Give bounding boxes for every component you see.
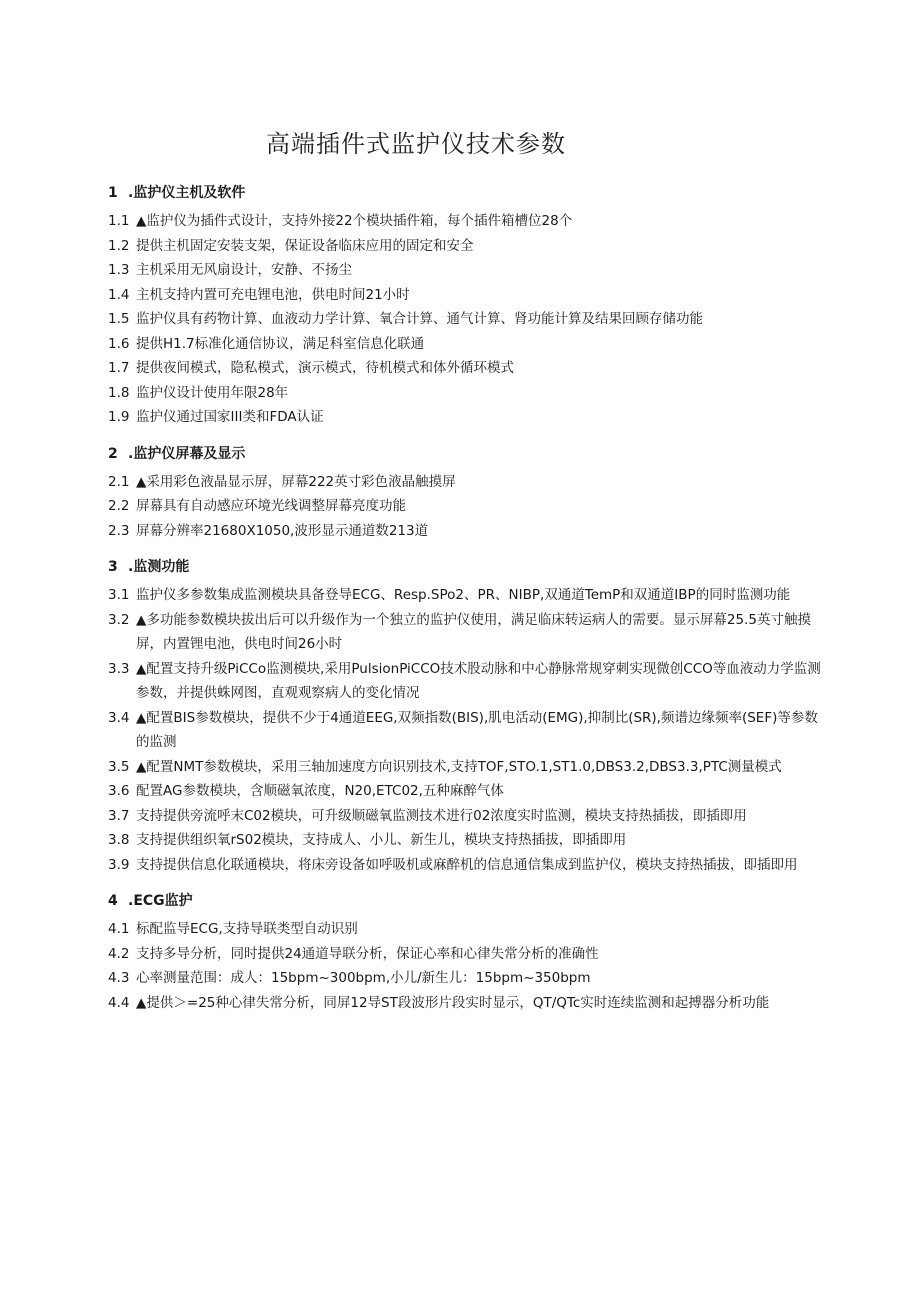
item-text: 支持提供旁流呼末C02模块，可升级顺磁氧监测技术进行02浓度实时监测，模块支持热插拔，即插即用 [136, 807, 747, 824]
item-text: ▲配置BIS参数模块，提供不少于4通道EEG,双频指数(BIS),肌电活动(EMG),抑制比(SR),频谱边缘频率(SEF)等参数的监测 [136, 709, 818, 750]
item-text: 监护仪通过国家III类和FDA认证 [136, 409, 324, 425]
list-item [108, 917, 828, 942]
item-text: 标配监导ECG,支持导联类型自动识别 [136, 921, 358, 937]
list-item [108, 828, 828, 853]
list-item [108, 494, 828, 519]
item-number: 1.2 [108, 237, 130, 254]
section-heading [108, 555, 828, 579]
list-item [108, 608, 828, 657]
item-number: 4.2 [108, 945, 130, 962]
section-title: .监护仪屏幕及显示 [128, 445, 246, 462]
item-text: 主机采用无风扇设计，安静、不扬尘 [136, 262, 352, 278]
item-text: 监护仪设计使用年限28年 [136, 384, 289, 401]
section-title: .监护仪主机及软件 [128, 185, 246, 201]
document-title: 高端插件式监护仪技术参数 [266, 130, 566, 158]
list-item [108, 209, 828, 234]
item-number: 4.1 [108, 921, 130, 937]
list-item [108, 405, 828, 430]
item-number: 4.4 [108, 994, 130, 1011]
list-item [108, 470, 828, 495]
item-number: 3.4 [108, 709, 130, 726]
item-text: 屏幕分辨率21680X1050,波形显示通道数213道 [136, 522, 429, 539]
item-number: 1.3 [108, 262, 130, 278]
item-text: 支持提供信息化联通模块，将床旁设备如呼吸机或麻醉机的信息通信集成到监护仪，模块支持热插拔，即插即用 [136, 856, 798, 873]
list-item [108, 234, 828, 259]
section-heading [108, 181, 828, 205]
list-item [108, 283, 828, 308]
item-number: 1.5 [108, 311, 130, 327]
item-number: 2.3 [108, 522, 130, 539]
item-text: ▲采用彩色液晶显示屏，屏幕222英寸彩色液晶触摸屏 [136, 473, 456, 490]
section [108, 889, 828, 1015]
item-number: 1.8 [108, 384, 130, 401]
item-text: 提供夜间模式，隐私模式，演示模式，待机模式和体外循环模式 [136, 360, 514, 376]
item-number: 2.1 [108, 473, 130, 490]
item-number: 3.8 [108, 832, 130, 848]
section-heading [108, 889, 828, 913]
section-title: .监测功能 [128, 559, 190, 575]
sections-container [108, 181, 828, 1027]
list-item [108, 519, 828, 544]
list-item [108, 657, 828, 706]
item-number: 1.4 [108, 286, 130, 303]
section [108, 181, 828, 430]
item-text: 心率测量范围：成人：15bpm~300bpm,小儿/新生儿：15bpm~350bpm [136, 970, 591, 986]
list-item [108, 966, 828, 991]
item-number: 3.5 [108, 758, 130, 775]
item-text: ▲提供＞=25种心律失常分析，同屏12导ST段波形片段实时显示，QT/QTc实时连续监测和起搏器分析功能 [136, 994, 770, 1011]
list-item [108, 706, 828, 755]
list-item [108, 755, 828, 780]
item-text: 屏幕具有自动感应环境光线调整屏幕亮度功能 [136, 498, 406, 514]
section [108, 555, 828, 877]
section-number: 2 [108, 445, 118, 462]
item-number: 1.6 [108, 335, 130, 352]
list-item [108, 991, 828, 1016]
list-item [108, 779, 828, 804]
list-item [108, 381, 828, 406]
item-number: 3.3 [108, 660, 130, 677]
list-item [108, 583, 828, 608]
section-number: 1 [108, 185, 118, 201]
list-item [108, 942, 828, 967]
item-number: 3.2 [108, 611, 130, 628]
section-number: 4 [108, 893, 118, 909]
section [108, 442, 828, 544]
item-number: 1.9 [108, 409, 130, 425]
item-number: 3.6 [108, 783, 130, 799]
item-text: 支持多导分析，同时提供24通道导联分析，保证心率和心律失常分析的准确性 [136, 945, 599, 962]
section-title: .ECG监护 [128, 893, 193, 909]
list-item [108, 307, 828, 332]
item-text: 提供H1.7标准化通信协议，满足科室信息化联通 [136, 335, 425, 352]
item-text: ▲配置NMT参数模块，采用三轴加速度方向识别技术,支持TOF,STO.1,ST1.0,DBS3.2,DBS3.3,PTC测量模式 [136, 758, 782, 775]
item-text: ▲配置支持升级PiCCo监测模块,采用PulsionPiCCO技术股动脉和中心静脉常规穿刺实现微创CCO等血液动力学监测参数，并提供蛛网图，直观观察病人的变化情况 [136, 660, 821, 701]
item-text: 支持提供组织氧rS02模块，支持成人、小儿、新生儿，模块支持热插拔，即插即用 [136, 832, 627, 848]
item-text: 监护仪具有药物计算、血液动力学计算、氧合计算、通气计算、肾功能计算及结果回顾存储功能 [136, 311, 703, 327]
item-number: 3.9 [108, 856, 130, 873]
list-item [108, 332, 828, 357]
item-text: 监护仪多参数集成监测模块具备登导ECG、Resp.SPo2、PR、NIBP,双通道TemP和双通道IBP的同时监测功能 [136, 587, 791, 603]
item-number: 3.1 [108, 587, 130, 603]
item-number: 4.3 [108, 970, 130, 986]
item-text: 主机支持内置可充电锂电池，供电时间21小时 [136, 286, 410, 303]
item-number: 1.1 [108, 213, 130, 229]
list-item [108, 804, 828, 829]
section-number: 3 [108, 559, 118, 575]
item-text: ▲监护仪为插件式设计，支持外接22个模块插件箱，每个插件箱槽位28个 [136, 213, 573, 229]
item-number: 1.7 [108, 360, 130, 376]
list-item [108, 258, 828, 283]
list-item [108, 853, 828, 878]
item-text: 提供主机固定安装支架，保证设备临床应用的固定和安全 [136, 237, 474, 254]
item-number: 3.7 [108, 807, 130, 824]
item-text: ▲多功能参数模块拔出后可以升级作为一个独立的监护仪使用，满足临床转运病人的需要。显示屏幕25.5英寸触摸屏，内置锂电池，供电时间26小时 [136, 611, 811, 652]
item-number: 2.2 [108, 498, 130, 514]
section-heading [108, 442, 828, 466]
item-text: 配置AG参数模块，含顺磁氧浓度，N20,ETC02,五种麻醉气体 [136, 783, 504, 799]
list-item [108, 356, 828, 381]
